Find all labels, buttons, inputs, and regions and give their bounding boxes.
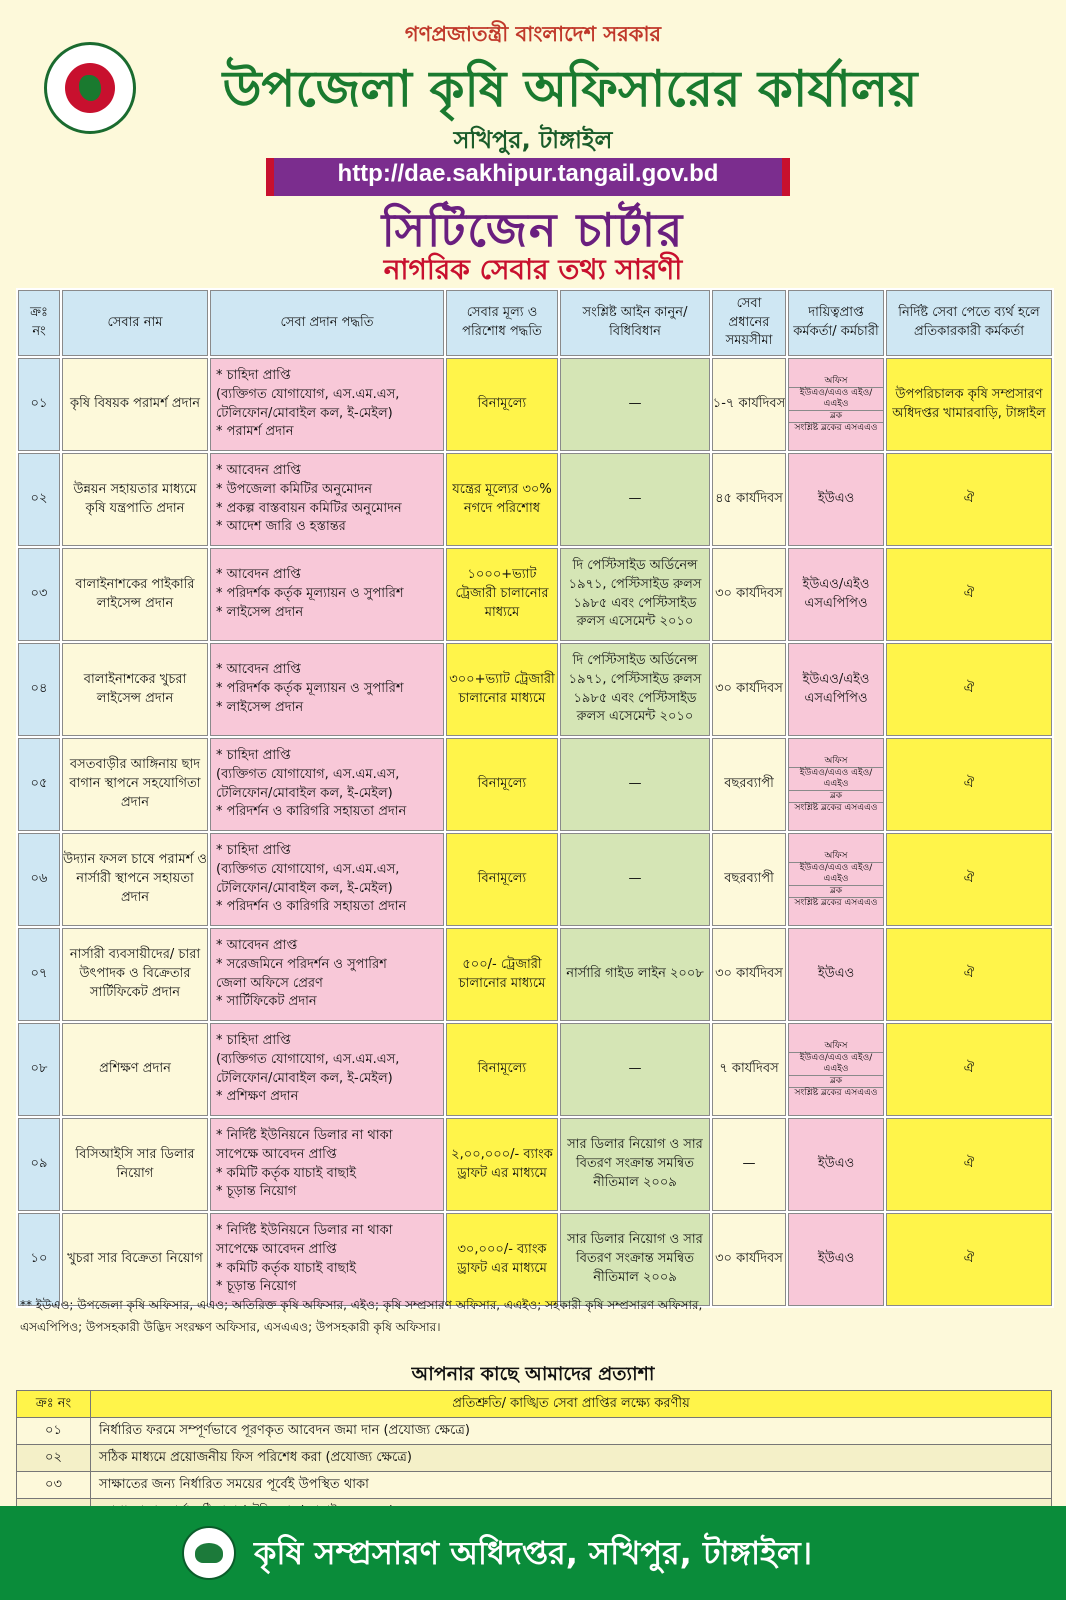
note-line-2: এসএপিপিও; উপসহকারী উদ্ভিদ সংরক্ষণ অফিসার, এসএএও; উপসহকারী কৃষি অফিসার।: [20, 1320, 441, 1334]
charter-subtitle: নাগরিক সেবার তথ্য সারণী: [383, 253, 683, 286]
method-line: * কমিটি কর্তৃক যাচাই বাছাই: [216, 1260, 357, 1276]
method-line: * চাহিদা প্রাপ্তি: [216, 367, 291, 383]
service-method: [209, 1022, 445, 1117]
service-law: —: [559, 1022, 711, 1117]
method-line: * চূড়ান্ত নিয়োগ: [216, 1184, 297, 1200]
header: [0, 0, 1066, 288]
method-line: (ব্যক্তিগত যোগাযোগ, এস.এম.এস,: [216, 386, 400, 402]
row-number: ০৪: [17, 642, 61, 737]
service-cost: বিনামূল্যে: [445, 1022, 559, 1117]
responsible-stack: [788, 756, 884, 814]
header-name: সেবার নাম: [61, 289, 209, 357]
responsible-line: অফিস: [788, 376, 884, 388]
table-row: [17, 642, 1053, 737]
seal-red-disc: [65, 63, 115, 113]
method-line: * পরিদর্শন ও কারিগরি সহায়তা প্রদান: [216, 804, 407, 820]
escalation-officer: ঐ: [885, 642, 1053, 737]
escalation-officer: ঐ: [885, 1212, 1053, 1307]
expectations-title: আপনার কাছে আমাদের প্রত্যাশা: [411, 1363, 655, 1385]
responsible-line: সংশ্লিষ্ট ব্লকের এসএএও: [794, 1087, 878, 1098]
table-header-row: [17, 289, 1053, 357]
service-cost: ৫০০/- ট্রেজারী চালানোর মাধ্যমে: [445, 927, 559, 1022]
service-law: —: [559, 452, 711, 547]
table-row: [17, 927, 1053, 1022]
responsible-officer: ইউএও: [787, 452, 885, 547]
header-escalation: নির্দিষ্ট সেবা পেতে ব্যর্থ হলে প্রতিকারকারী কর্মকর্তা: [885, 289, 1053, 357]
service-time: ৪৫ কার্যদিবস: [711, 452, 787, 547]
service-law: দি পেস্টিসাইড অর্ডিনেন্স ১৯৭১, পেস্টিসাইড রুলস ১৯৮৫ এবং পেস্টিসাইড রুলস এসেমেন্ট ২০১০: [559, 547, 711, 642]
method-line: * উপজেলা কমিটির অনুমোদন: [216, 481, 372, 497]
row-number: ০২: [17, 452, 61, 547]
service-time: বছরব্যাপী: [711, 832, 787, 927]
expectation-text: সাক্ষাতের জন্য নির্ধারিত সময়ের পূর্বেই উপস্থিত থাকা: [91, 1472, 1052, 1499]
method-line: * প্রশিক্ষণ প্রদান: [216, 1089, 299, 1105]
method-line: জেলা অফিসে প্রেরণ: [216, 975, 323, 991]
charter-title: সিটিজেন চার্টার: [381, 203, 685, 257]
website-link[interactable]: http://dae.sakhipur.tangail.gov.bd: [337, 160, 719, 187]
expectation-row: [17, 1445, 1052, 1472]
note-line-1: ** ইউএও; উপজেলা কৃষি অফিসার, এএও; অতিরিক্ত কৃষি অফিসার, এইও; কৃষি সম্প্রসারণ অফিসার, এএইও; সহকারী কৃষি সম্প্রসারণ অফিসার,: [20, 1298, 703, 1312]
service-cost: যন্ত্রের মূল্যের ৩০% নগদে পরিশোধ: [445, 452, 559, 547]
method-line: * আবেদন প্রাপ্ত: [216, 937, 298, 953]
service-name: নার্সারী ব্যবসায়ীদের/ চারা উৎপাদক ও বিক্রেতার সার্টিফিকেট প্রদান: [61, 927, 209, 1022]
method-line: * আবেদন প্রাপ্তি: [216, 662, 301, 678]
table-row: [17, 1212, 1053, 1307]
method-line: * আবেদন প্রাপ্তি: [216, 567, 301, 583]
header-no: ক্রঃ নং: [17, 289, 61, 357]
service-name: উন্নয়ন সহায়তার মাধ্যমে কৃষি যন্ত্রপাতি প্রদান: [61, 452, 209, 547]
service-method: [209, 1212, 445, 1307]
responsible-officer: ইউএও/এইও এসএপিপিও: [787, 547, 885, 642]
service-cost: বিনামূল্যে: [445, 357, 559, 452]
method-line: * পরামর্শ প্রদান: [216, 424, 294, 440]
service-name: প্রশিক্ষণ প্রদান: [61, 1022, 209, 1117]
method-line: টেলিফোন/মোবাইল কল, ই-মেইল): [216, 785, 393, 801]
responsible-stack: [788, 1041, 884, 1099]
service-cost: ৩০০+ভ্যাট ট্রেজারী চালানোর মাধ্যমে: [445, 642, 559, 737]
responsible-line: সংশ্লিষ্ট ব্লকের এসএএও: [794, 802, 878, 813]
service-law: —: [559, 832, 711, 927]
expectations-header-text: প্রতিশ্রুতি/ কাঙ্খিত সেবা প্রাপ্তির লক্ষ্যে করণীয়: [91, 1391, 1052, 1418]
escalation-officer: উপপরিচালক কৃষি সম্প্রসারণ অধিদপ্তর খামারবাড়ি, টাঙ্গাইল: [885, 357, 1053, 452]
escalation-officer: ঐ: [885, 832, 1053, 927]
service-law: —: [559, 737, 711, 832]
responsible-line: অফিস: [788, 1041, 884, 1053]
method-line: * নির্দিষ্ট ইউনিয়নে ডিলার না থাকা: [216, 1222, 393, 1238]
service-time: ৩০ কার্যদিবস: [711, 642, 787, 737]
method-line: সাপেক্ষে আবেদন প্রাপ্তি: [216, 1241, 337, 1257]
responsible-officer: [787, 1022, 885, 1117]
service-method: [209, 1117, 445, 1212]
method-line: টেলিফোন/মোবাইল কল, ই-মেইল): [216, 405, 393, 421]
responsible-officer: ইউএও/এইও এসএপিপিও: [787, 642, 885, 737]
service-cost: ৩০,০০০/- ব্যাংক ড্রাফট এর মাধ্যমে: [445, 1212, 559, 1307]
method-line: (ব্যক্তিগত যোগাযোগ, এস.এম.এস,: [216, 861, 400, 877]
responsible-line: ব্লক: [788, 411, 884, 423]
expectations-header-no: ক্রঃ নং: [17, 1391, 91, 1418]
escalation-officer: ঐ: [885, 452, 1053, 547]
table-row: [17, 832, 1053, 927]
row-number: ০৮: [17, 1022, 61, 1117]
method-line: সাপেক্ষে আবেদন প্রাপ্তি: [216, 1146, 337, 1162]
service-method: [209, 927, 445, 1022]
method-line: * চাহিদা প্রাপ্তি: [216, 842, 291, 858]
dae-logo-icon: [182, 1526, 236, 1580]
responsible-officer: [787, 737, 885, 832]
service-method: [209, 737, 445, 832]
row-number: ১০: [17, 1212, 61, 1307]
expectation-text: সঠিক মাধ্যমে প্রয়োজনীয় ফিস পরিশেধ করা (প্রযোজ্য ক্ষেত্রে): [91, 1445, 1052, 1472]
service-method: [209, 547, 445, 642]
service-name: বিসিআইসি সার ডিলার নিয়োগ: [61, 1117, 209, 1212]
method-line: (ব্যক্তিগত যোগাযোগ, এস.এম.এস,: [216, 766, 400, 782]
responsible-stack: [788, 376, 884, 434]
service-time: ১-৭ কার্যদিবস: [711, 357, 787, 452]
service-law: দি পেস্টিসাইড অর্ডিনেন্স ১৯৭১, পেস্টিসাইড রুলস ১৯৮৫ এবং পেস্টিসাইড রুলস এসেমেন্ট ২০১০: [559, 642, 711, 737]
service-name: বসতবাড়ীর আঙ্গিনায় ছাদ বাগান স্থাপনে সহযোগিতা প্রদান: [61, 737, 209, 832]
expectation-row: [17, 1418, 1052, 1445]
service-law: —: [559, 357, 711, 452]
method-line: টেলিফোন/মোবাইল কল, ই-মেইল): [216, 880, 393, 896]
service-time: —: [711, 1117, 787, 1212]
method-line: * লাইসেন্স প্রদান: [216, 699, 304, 715]
table-row: [17, 357, 1053, 452]
expectation-number: ০২: [17, 1445, 91, 1472]
row-number: ০৭: [17, 927, 61, 1022]
service-method: [209, 642, 445, 737]
responsible-line: অফিস: [788, 756, 884, 768]
table-row: [17, 737, 1053, 832]
dae-logo-emblem: [195, 1543, 223, 1563]
method-line: * প্রকল্প বাস্তবায়ন কমিটির অনুমোদন: [216, 500, 402, 516]
method-line: * কমিটি কর্তৃক যাচাই বাছাই: [216, 1165, 357, 1181]
service-cost: বিনামূল্যে: [445, 832, 559, 927]
escalation-officer: ঐ: [885, 927, 1053, 1022]
responsible-line: সংশ্লিষ্ট ব্লকের এসএএও: [794, 422, 878, 433]
service-time: ৩০ কার্যদিবস: [711, 1212, 787, 1307]
service-time: বছরব্যাপী: [711, 737, 787, 832]
office-title: উপজেলা কৃষি অফিসারের কার্যালয়: [222, 60, 918, 118]
escalation-officer: ঐ: [885, 1117, 1053, 1212]
method-line: * পরিদর্শক কর্তৃক মূল্যায়ন ও সুপারিশ: [216, 681, 404, 697]
footer: [0, 1506, 1066, 1600]
service-time: ৩০ কার্যদিবস: [711, 927, 787, 1022]
method-line: * পরিদর্শন ও কারিগরি সহায়তা প্রদান: [216, 899, 407, 915]
responsible-officer: [787, 832, 885, 927]
footer-text: কৃষি সম্প্রসারণ অধিদপ্তর, সখিপুর, টাঙ্গাইল।: [254, 1534, 813, 1572]
responsible-line: ব্লক: [788, 791, 884, 803]
method-line: * নির্দিষ্ট ইউনিয়নে ডিলার না থাকা: [216, 1127, 393, 1143]
service-name: উদ্যান ফসল চাষে পরামর্শ ও নার্সারী স্থাপনে সহায়তা প্রদান: [61, 832, 209, 927]
service-law: সার ডিলার নিয়োগ ও সার বিতরণ সংক্রান্ত সমন্বিত নীতিমাল ২০০৯: [559, 1117, 711, 1212]
responsible-line: ব্লক: [788, 886, 884, 898]
method-line: * পরিদর্শক কর্তৃক মূল্যায়ন ও সুপারিশ: [216, 586, 404, 602]
method-line: * সরেজমিনে পরিদর্শন ও সুপারিশ: [216, 956, 387, 972]
service-cost: ২,০০,০০০/- ব্যাংক ড্রাফট এর মাধ্যমে: [445, 1117, 559, 1212]
service-name: বালাইনাশকের খুচরা লাইসেন্স প্রদান: [61, 642, 209, 737]
row-number: ০৯: [17, 1117, 61, 1212]
escalation-officer: ঐ: [885, 737, 1053, 832]
method-line: * আবেদন প্রাপ্তি: [216, 462, 301, 478]
row-number: ০৫: [17, 737, 61, 832]
table-row: [17, 1022, 1053, 1117]
responsible-line: ইউএও/এএও এইও/এএইও: [788, 768, 884, 791]
bangladesh-map-icon: [79, 75, 101, 101]
responsible-officer: ইউএও: [787, 1117, 885, 1212]
expectation-text: নির্ধারিত ফরমে সম্পূর্ণভাবে পূরণকৃত আবেদন জমা দান (প্রযোজ্য ক্ষেত্রে): [91, 1418, 1052, 1445]
expectation-row: [17, 1472, 1052, 1499]
service-name: কৃষি বিষয়ক পরামর্শ প্রদান: [61, 357, 209, 452]
responsible-officer: ইউএও: [787, 1212, 885, 1307]
method-line: * চাহিদা প্রাপ্তি: [216, 747, 291, 763]
responsible-line: ইউএও/এএও এইও/এএইও: [788, 388, 884, 411]
method-line: * আদেশ জারি ও হস্তান্তর: [216, 519, 346, 535]
responsible-line: ইউএও/এএও এইও/এএইও: [788, 1053, 884, 1076]
row-number: ০৬: [17, 832, 61, 927]
table-row: [17, 452, 1053, 547]
header-method: সেবা প্রদান পদ্ধতি: [209, 289, 445, 357]
responsible-officer: ইউএও: [787, 927, 885, 1022]
service-method: [209, 832, 445, 927]
responsible-line: ইউএও/এএও এইও/এএইও: [788, 863, 884, 886]
escalation-officer: ঐ: [885, 1022, 1053, 1117]
table-row: [17, 1117, 1053, 1212]
table-row: [17, 547, 1053, 642]
expectations-header-row: [17, 1391, 1052, 1418]
service-cost: বিনামূল্যে: [445, 737, 559, 832]
method-line: * লাইসেন্স প্রদান: [216, 604, 304, 620]
abbreviation-notes: [20, 1294, 1050, 1338]
row-number: ০১: [17, 357, 61, 452]
service-law: নার্সারি গাইড লাইন ২০০৮: [559, 927, 711, 1022]
service-method: [209, 452, 445, 547]
header-cost: সেবার মূল্য ও পরিশোধ পদ্ধতি: [445, 289, 559, 357]
expectation-number: ০৩: [17, 1472, 91, 1499]
method-line: * চাহিদা প্রাপ্তি: [216, 1032, 291, 1048]
office-location: সখিপুর, টাঙ্গাইল: [453, 126, 613, 154]
service-name: খুচরা সার বিক্রেতা নিয়োগ: [61, 1212, 209, 1307]
method-line: টেলিফোন/মোবাইল কল, ই-মেইল): [216, 1070, 393, 1086]
responsible-line: ব্লক: [788, 1076, 884, 1088]
escalation-officer: ঐ: [885, 547, 1053, 642]
responsible-stack: [788, 851, 884, 909]
header-responsible: দায়িত্বপ্রাপ্ত কর্মকর্তা/ কর্মচারী: [787, 289, 885, 357]
method-line: (ব্যক্তিগত যোগাযোগ, এস.এম.এস,: [216, 1051, 400, 1067]
service-law: সার ডিলার নিয়োগ ও সার বিতরণ সংক্রান্ত সমন্বিত নীতিমাল ২০০৯: [559, 1212, 711, 1307]
method-line: * সার্টিফিকেট প্রদান: [216, 994, 317, 1010]
row-number: ০৩: [17, 547, 61, 642]
method-line: * চূড়ান্ত নিয়োগ: [216, 1279, 297, 1295]
expectation-number: ০১: [17, 1418, 91, 1445]
service-table: [16, 288, 1054, 1308]
responsible-officer: [787, 357, 885, 452]
service-rows: [17, 357, 1053, 1307]
service-method: [209, 357, 445, 452]
header-law: সংশ্লিষ্ট আইন কানুন/ বিধিবিধান: [559, 289, 711, 357]
service-time: ৩০ কার্যদিবস: [711, 547, 787, 642]
service-name: বালাইনাশকের পাইকারি লাইসেন্স প্রদান: [61, 547, 209, 642]
responsible-line: অফিস: [788, 851, 884, 863]
header-time: সেবা প্রধানের সময়সীমা: [711, 289, 787, 357]
responsible-line: সংশ্লিষ্ট ব্লকের এসএএও: [794, 897, 878, 908]
government-name: গণপ্রজাতন্ত্রী বাংলাদেশ সরকার: [404, 22, 662, 46]
service-time: ৭ কার্যদিবস: [711, 1022, 787, 1117]
service-cost: ১০০০+ভ্যাট ট্রেজারী চালানোর মাধ্যমে: [445, 547, 559, 642]
